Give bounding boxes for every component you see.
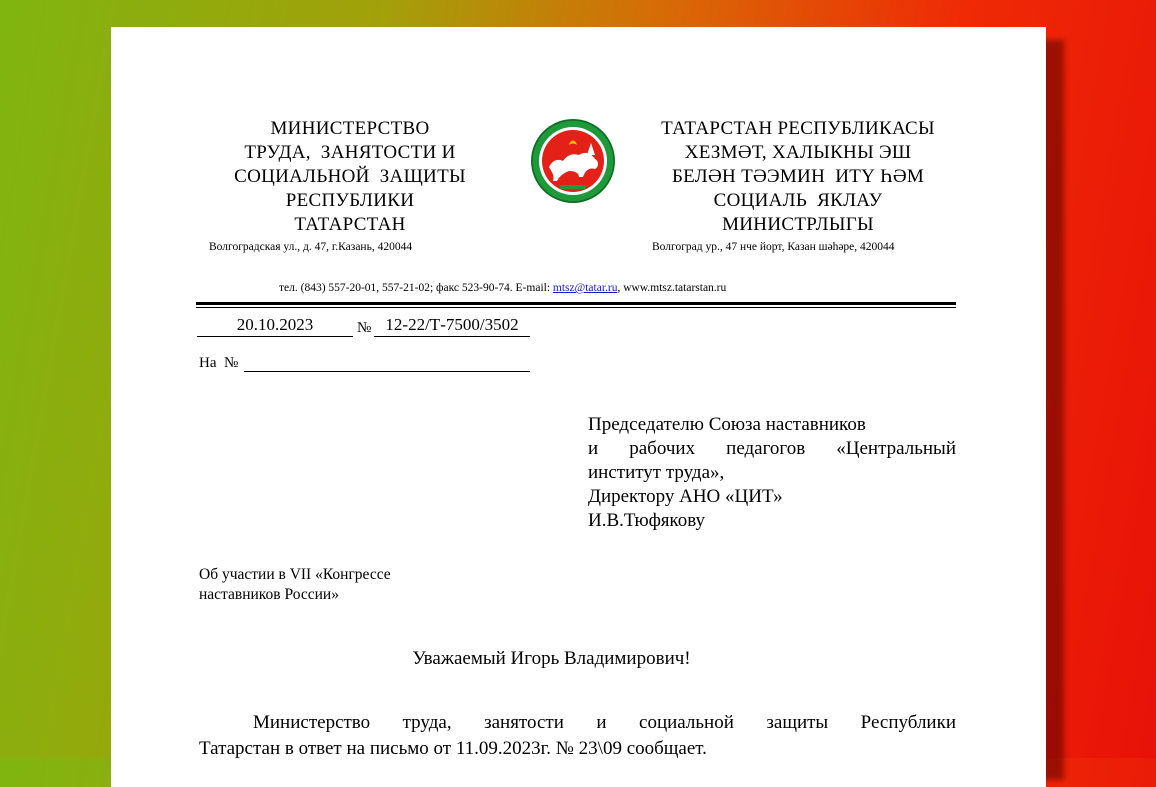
body-paragraph-line: Министерство труда, занятости и социальной защиты Республики — [253, 712, 956, 733]
subject-line: Об участии в VII «Конгрессе — [199, 566, 391, 583]
header-divider — [196, 302, 956, 305]
registration-number-label: № — [357, 320, 372, 336]
letter-body — [199, 710, 956, 762]
org-line: ТАТАРСТАН — [294, 214, 406, 235]
document-page — [111, 27, 1046, 787]
org-line: СОЦИАЛЬ ЯКЛАУ — [713, 190, 883, 211]
email-link[interactable]: mtsz@tatar.ru — [552, 282, 618, 294]
address-tatar: Волгоград ур., 47 нче йорт, Казан шәһәре, 420044 — [652, 241, 895, 253]
subject-line: наставников России» — [199, 586, 339, 603]
org-line: ТАТАРСТАН РЕСПУБЛИКАСЫ — [661, 118, 935, 139]
org-line: МИНИСТРЛЫГЫ — [722, 214, 874, 235]
addressee-line: И.В.Тюфякову — [588, 510, 706, 531]
org-line: МИНИСТЕРСТВО — [270, 118, 430, 139]
registration-date: 20.10.2023 — [197, 314, 353, 337]
ministry-name-russian — [209, 117, 491, 237]
contacts-line — [279, 281, 726, 295]
letter-greeting — [111, 647, 1046, 671]
addressee-line: институт труда», — [588, 462, 725, 483]
org-line: ТРУДА, ЗАНЯТОСТИ И — [244, 142, 456, 163]
addressee-line: Директору АНО «ЦИТ» — [588, 486, 783, 507]
reference-number-blank — [244, 371, 530, 372]
greeting-text: Уважаемый Игорь Владимирович! — [412, 648, 691, 669]
header-divider-thin — [196, 307, 956, 308]
registration-number: 12-22/Т-7500/3502 — [374, 314, 530, 337]
tatarstan-coat-of-arms-icon — [529, 115, 617, 207]
addressee-line: Председателю Союза наставников — [588, 414, 866, 435]
org-line: РЕСПУБЛИКИ — [285, 190, 415, 211]
body-paragraph-line: Татарстан в ответ на письмо от 11.09.2023г. № 23\09 сообщает. — [199, 738, 707, 759]
org-line: ХЕЗМӘТ, ХАЛЫКНЫ ЭШ — [684, 142, 912, 163]
org-line: СОЦИАЛЬНОЙ ЗАЩИТЫ — [234, 166, 466, 187]
addressee-line: и рабочих педагогов «Центральный — [588, 438, 956, 459]
addressee-block — [588, 413, 956, 533]
letter-subject — [199, 565, 391, 605]
contacts-phones: тел. (843) 557-20-01, 557-21-02; факс 523-90-74. E-mail: — [279, 282, 553, 294]
org-line: БЕЛӘН ТӘЭМИН ИТҮ ҺӘМ — [671, 166, 925, 187]
reference-number-label: На № — [199, 355, 239, 371]
address-russian: Волгоградская ул., д. 47, г.Казань, 420044 — [209, 241, 413, 253]
contacts-website: , www.mtsz.tatarstan.ru — [617, 282, 727, 294]
ministry-name-tatar — [642, 117, 954, 237]
